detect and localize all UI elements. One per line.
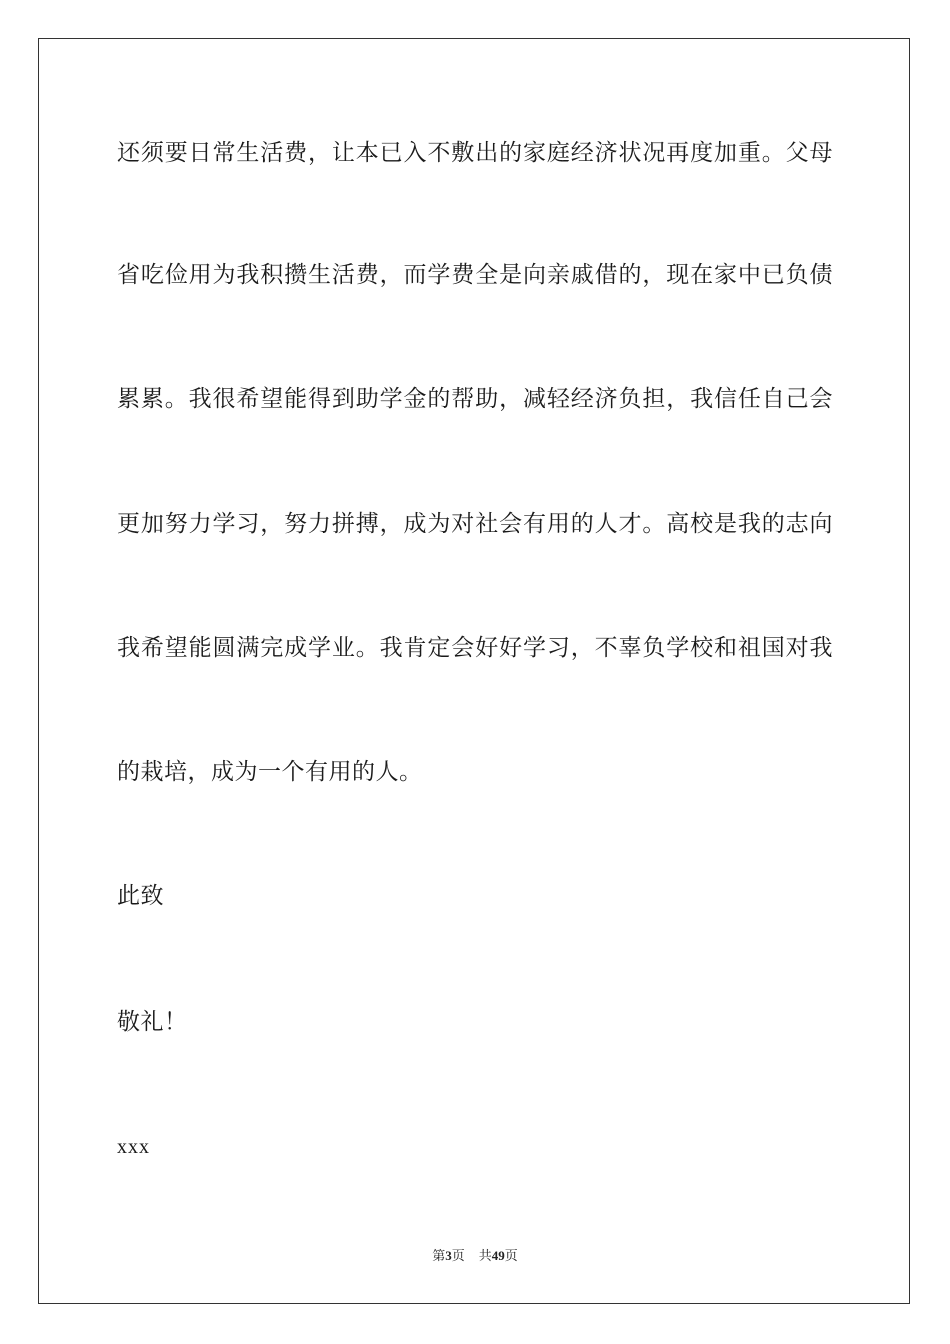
body-line-5: 我希望能圆满完成学业。我肯定会好好学习，不辜负学校和祖国对我 <box>117 635 833 661</box>
current-page-number: 3 <box>445 1248 452 1263</box>
body-line-6: 的栽培，成为一个有用的人。 <box>117 759 423 785</box>
page-prefix: 第 <box>432 1249 446 1264</box>
closing-salutation: 此致 <box>117 883 164 909</box>
signature: xxx <box>117 1136 150 1158</box>
body-line-3: 累累。我很希望能得到助学金的帮助，减轻经济负担，我信任自己会 <box>117 386 833 412</box>
page-footer <box>0 1247 950 1266</box>
body-line-1: 还须要日常生活费，让本已入不敷出的家庭经济状况再度加重。父母 <box>117 140 833 166</box>
total-suffix: 页 <box>504 1249 518 1264</box>
body-line-2: 省吃俭用为我积攒生活费，而学费全是向亲戚借的，现在家中已负债 <box>117 262 833 288</box>
total-prefix: 共 <box>478 1249 492 1264</box>
total-page-number: 49 <box>491 1248 505 1263</box>
body-line-4: 更加努力学习，努力拼搏，成为对社会有用的人才。高校是我的志向 <box>117 511 833 537</box>
closing-respect: 敬礼！ <box>117 1009 188 1035</box>
page-border <box>38 38 910 1304</box>
page-suffix: 页 <box>451 1249 465 1264</box>
